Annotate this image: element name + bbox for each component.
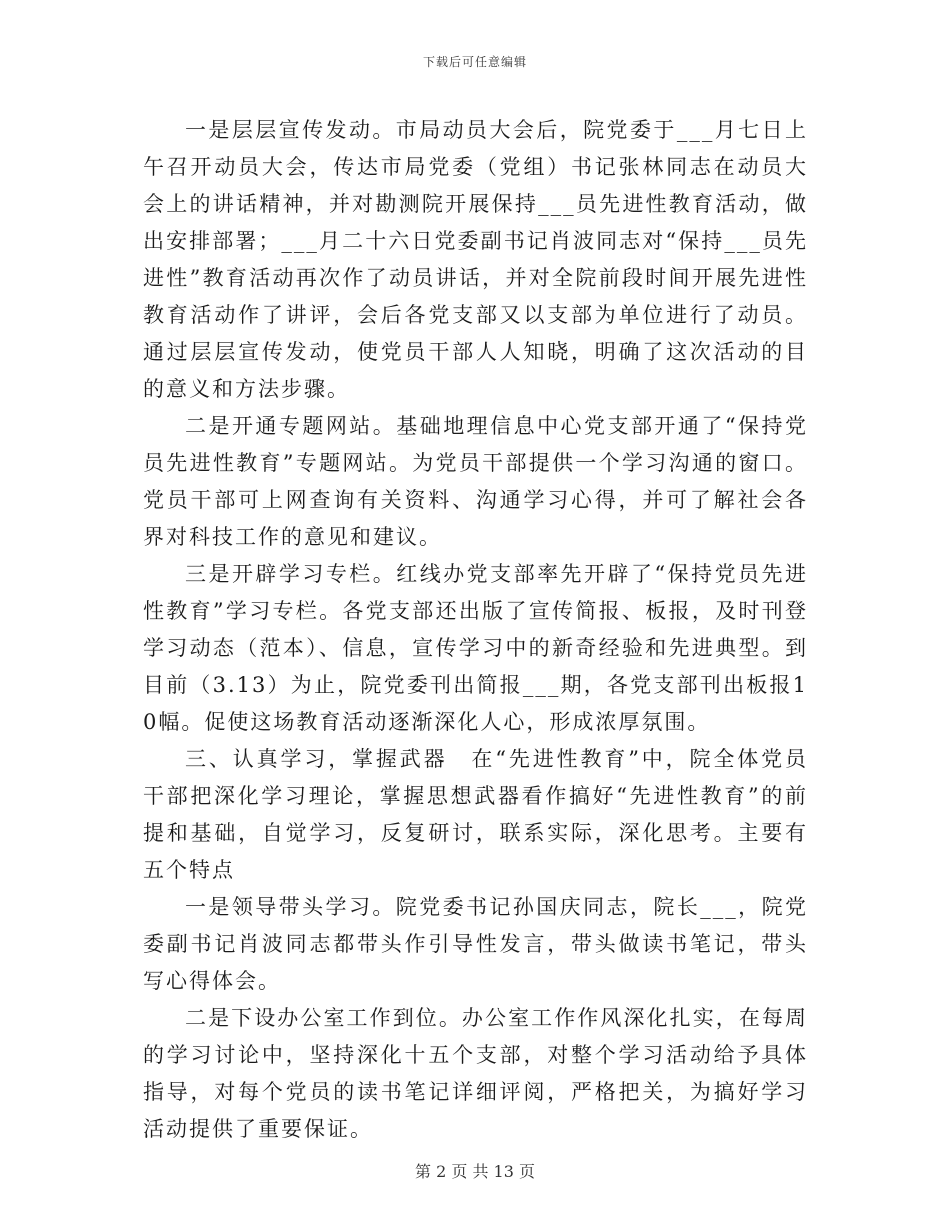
page-header: 下载后可任意编辑 — [422, 55, 527, 69]
document-body — [143, 112, 808, 1148]
paragraph-column: 三是开辟学习专栏。红线办党支部率先开辟了“保持党员先进性教育”学习专栏。各党支部还出版了宣传简报、板报，及时刊登学习动态（范本）、信息，宣传学习中的新奇经验和先进典型。到目前（3.13）为止，院党委刊出简报___期，各党支部刊出板报10幅。促使这场教育活动逐渐深化人心，形成浓厚氛围。 — [143, 562, 808, 734]
paragraph-office: 二是下设办公室工作到位。办公室工作作风深化扎实，在每周的学习讨论中，坚持深化十五个支部，对整个学习活动给予具体指导，对每个党员的读书笔记详细评阅，严格把关，为搞好学习活动提供了重要保证。 — [143, 1006, 808, 1141]
paragraph-study-section: 三、认真学习，掌握武器 在“先进性教育”中，院全体党员干部把深化学习理论，掌握思想武器看作搞好“先进性教育”的前提和基础，自觉学习，反复研讨，联系实际，深化思考。主要有五个特点 — [143, 747, 808, 882]
paragraph-publicity: 一是层层宣传发动。市局动员大会后，院党委于___月七日上午召开动员大会，传达市局党委（党组）书记张林同志在动员大会上的讲话精神，并对勘测院开展保持___员先进性教育活动，做出安排部署；___月二十六日党委副书记肖波同志对“保持___员先进性”教育活动再次作了动员讲话，并对全院前段时间开展先进性教育活动作了讲评，会后各党支部又以支部为单位进行了动员。通过层层宣传发动，使党员干部人人知晓，明确了这次活动的目的意义和方法步骤。 — [143, 118, 808, 401]
page-number: 第 2 页 共 13 页 — [415, 1162, 535, 1181]
paragraph-leadership: 一是领导带头学习。院党委书记孙国庆同志，院长___，院党委副书记肖波同志都带头作引导性发言，带头做读书笔记，带头写心得体会。 — [143, 895, 808, 993]
paragraph-website: 二是开通专题网站。基础地理信息中心党支部开通了“保持党员先进性教育”专题网站。为党员干部提供一个学习沟通的窗口。党员干部可上网查询有关资料、沟通学习心得，并可了解社会各界对科技工作的意见和建议。 — [143, 414, 808, 549]
